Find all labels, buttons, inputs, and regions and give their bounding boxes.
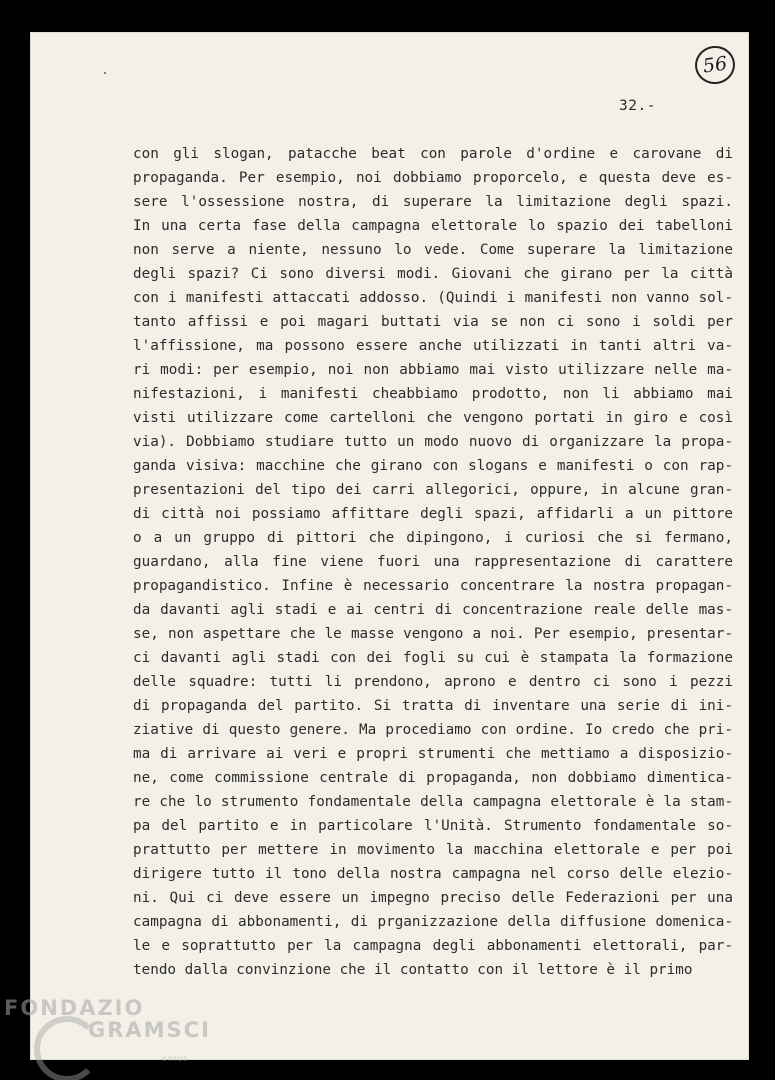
watermark-line-1: FONDAZIO — [4, 996, 145, 1020]
text-line: le e soprattutto per la campagna degli abbonamenti elettorali, par- — [133, 938, 733, 954]
text-line: dirigere tutto il tono della nostra campagna nel corso delle elezio- — [133, 866, 733, 882]
text-line: nifestazioni, i manifesti cheabbiamo prodotto, non li abbiamo mai — [133, 386, 733, 402]
text-line: visti utilizzare come cartelloni che vengono portati in giro e così — [133, 410, 733, 426]
text-line: presentazioni del tipo dei carri allegorici, oppure, in alcune gran- — [133, 482, 733, 498]
watermark-line-2: GRAMSCI — [88, 1018, 211, 1042]
text-line: propaganda. Per esempio, noi dobbiamo proporcelo, e questa deve es- — [133, 170, 733, 186]
text-line: se, non aspettare che le masse vengono a noi. Per esempio, presentar- — [133, 626, 733, 642]
text-line: di città noi possiamo affittare degli spazi, affidarli a un pittore — [133, 506, 733, 522]
text-line: con i manifesti attaccati addosso. (Quindi i manifesti non vanno sol- — [133, 290, 733, 306]
text-line: propagandistico. Infine è necessario concentrare la nostra propagan- — [133, 578, 733, 594]
text-line: campagna di abbonamenti, di prganizzazione della diffusione domenica- — [133, 914, 733, 930]
body-text — [133, 142, 733, 982]
text-line: degli spazi? Ci sono diversi modi. Giovani che girano per la città — [133, 266, 733, 282]
text-line: sere l'ossessione nostra, di superare la limitazione degli spazi. — [133, 194, 733, 210]
text-line: di propaganda del partito. Si tratta di inventare una serie di ini- — [133, 698, 733, 714]
text-line: tendo dalla convinzione che il contatto con il lettore è il primo — [133, 962, 693, 978]
page-number: 32.- — [619, 98, 656, 114]
text-line: delle squadre: tutti li prendono, aprono e dentro ci sono i pezzi — [133, 674, 733, 690]
text-line: ziative di questo genere. Ma procediamo con ordine. Io credo che pri- — [133, 722, 733, 738]
watermark-line-3: onlus — [162, 1054, 189, 1063]
text-line: ganda visiva: macchine che girano con slogans e manifesti o con rap- — [133, 458, 733, 474]
typewritten-page — [30, 32, 749, 1060]
text-line: con gli slogan, patacche beat con parole d'ordine e carovane di — [133, 146, 733, 162]
text-line: ma di arrivare ai veri e propri strumenti che mettiamo a disposizio- — [133, 746, 733, 762]
text-line: ne, come commissione centrale di propaganda, non dobbiamo dimentica- — [133, 770, 733, 786]
text-line: da davanti agli stadi e ai centri di concentrazione reale delle mas- — [133, 602, 733, 618]
text-line: l'affissione, ma possono essere anche utilizzati in tanti altri va- — [133, 338, 733, 354]
paper-speck — [104, 72, 106, 74]
text-line: ri modi: per esempio, noi non abbiamo mai visto utilizzare nelle ma- — [133, 362, 733, 378]
text-line: In una certa fase della campagna elettorale lo spazio dei tabelloni — [133, 218, 733, 234]
watermark-logo — [4, 996, 211, 1076]
text-line: prattutto per mettere in movimento la macchina elettorale e per poi — [133, 842, 733, 858]
text-line: o a un gruppo di pittori che dipingono, i curiosi che si fermano, — [133, 530, 733, 546]
text-line: ni. Qui ci deve essere un impegno preciso delle Federazioni per una — [133, 890, 733, 906]
folio-mark: 56 — [693, 43, 738, 86]
text-line: ci davanti agli stadi con dei fogli su cui è stampata la formazione — [133, 650, 733, 666]
text-line: guardano, alla fine viene fuori una rappresentazione di carattere — [133, 554, 733, 570]
text-line: tanto affissi e poi magari buttati via se non ci sono i soldi per — [133, 314, 733, 330]
text-line: non serve a niente, nessuno lo vede. Come superare la limitazione — [133, 242, 733, 258]
text-line: pa del partito e in particolare l'Unità. Strumento fondamentale so- — [133, 818, 733, 834]
text-line: re che lo strumento fondamentale della campagna elettorale è la stam- — [133, 794, 733, 810]
text-line: via). Dobbiamo studiare tutto un modo nuovo di organizzare la propa- — [133, 434, 733, 450]
